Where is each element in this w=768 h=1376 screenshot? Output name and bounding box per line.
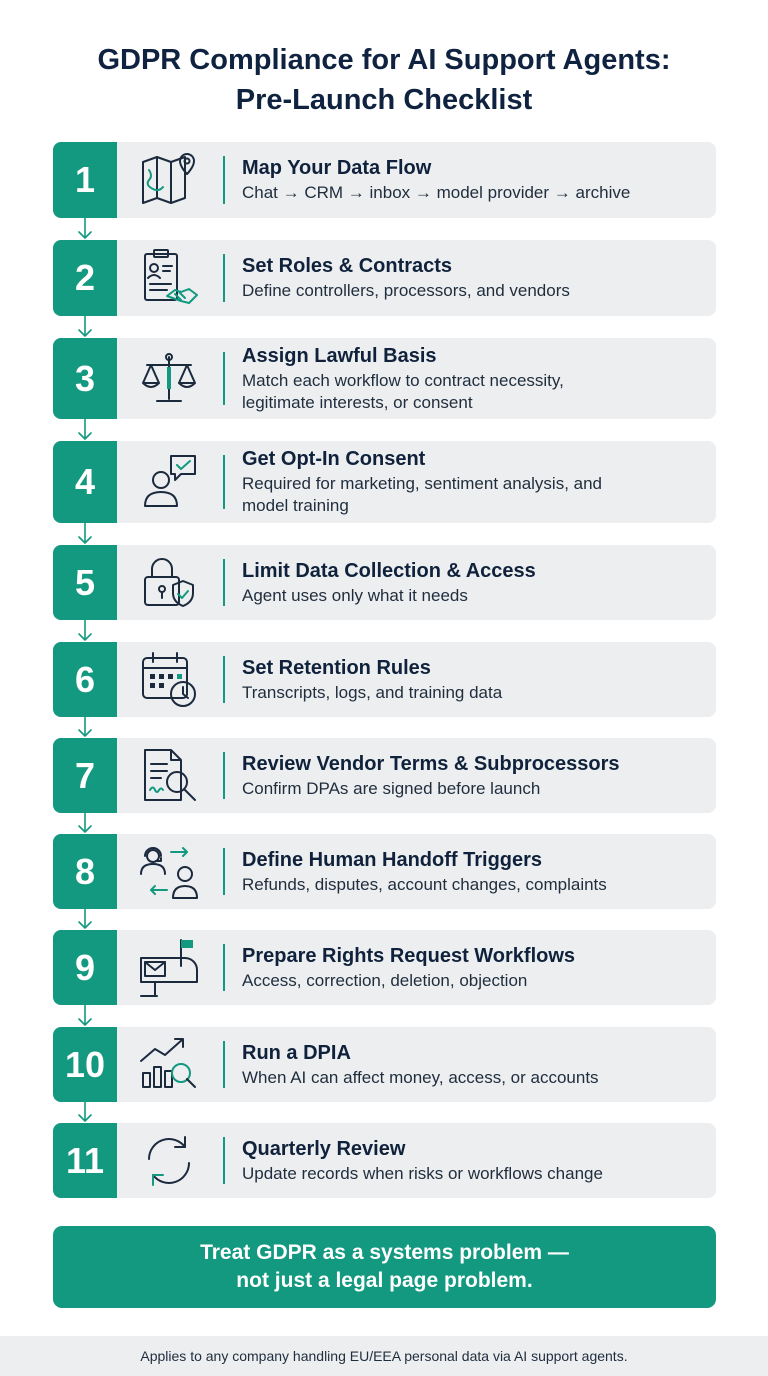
step-number: 8 [53,834,117,909]
refresh-arrows-icon [137,1129,201,1193]
step-connector-arrow-icon [75,523,95,545]
padlock-shield-icon [137,551,201,615]
step-description: Update records when risks or workflows change [242,1163,603,1183]
step-divider [223,1041,225,1088]
step-text [242,1137,704,1185]
step-connector-arrow-icon [75,1005,95,1027]
checklist-step-5 [53,545,716,620]
step-text [242,156,704,204]
step-description: When AI can affect money, access, or accounts [242,1067,599,1087]
step-text [242,254,704,302]
step-text [242,944,704,992]
step-title: Define Human Handoff Triggers [242,848,543,871]
scales-icon [137,347,201,411]
step-connector-arrow-icon [75,419,95,441]
step-divider [223,559,225,606]
agent-handoff-icon [137,840,201,904]
checklist-step-10 [53,1027,716,1102]
checklist-step-9 [53,930,716,1005]
step-number: 4 [53,441,117,523]
step-number: 1 [53,142,117,218]
step-description: model training [242,496,349,515]
step-title: Get Opt-In Consent [242,448,426,470]
step-description: Refunds, disputes, account changes, complaints [242,874,607,894]
step-title: Map Your Data Flow [242,157,432,179]
step-connector-arrow-icon [75,813,95,834]
step-connector-arrow-icon [75,1102,95,1123]
step-text [242,447,704,517]
checklist-step-11 [53,1123,716,1198]
step-description: Match each workflow to contract necessity, [242,370,564,390]
step-number: 6 [53,642,117,717]
step-description: Define controllers, processors, and vendors [242,281,570,300]
step-divider [223,944,225,991]
page-title-line-2: Pre-Launch Checklist [235,84,533,116]
step-description: legitimate interests, or consent [242,392,473,412]
step-title: Assign Lawful Basis [242,344,437,367]
step-connector-arrow-icon [75,218,95,240]
step-text [242,344,704,414]
calendar-clock-icon [137,648,201,712]
step-divider [223,156,225,204]
page-title [0,40,768,120]
step-title: Prepare Rights Request Workflows [242,944,576,967]
checklist-step-4 [53,441,716,523]
user-checkmark-bubble-icon [137,450,201,514]
banner-line-2: not just a legal page problem. [236,1269,533,1292]
step-title: Review Vendor Terms & Subprocessors [242,752,620,775]
map-pin-icon [137,148,201,212]
step-description: Required for marketing, sentiment analysis, and [242,474,603,493]
step-title: Run a DPIA [242,1041,351,1064]
step-divider [223,752,225,799]
page-title-line-1: GDPR Compliance for AI Support Agents: [97,44,671,76]
step-text [242,656,704,704]
step-number: 10 [53,1027,117,1102]
document-magnifier-icon [137,744,201,808]
step-divider [223,656,225,703]
step-number: 3 [53,338,117,419]
step-divider [223,352,225,405]
step-text [242,559,704,607]
step-text [242,752,704,800]
footer-note: Applies to any company handling EU/EEA personal data via AI support agents. [0,1336,768,1376]
checklist-step-2 [53,240,716,316]
step-connector-arrow-icon [75,909,95,930]
step-description: Agent uses only what it needs [242,585,468,605]
step-divider [223,455,225,509]
step-text [242,1041,704,1089]
step-connector-arrow-icon [75,620,95,642]
checklist-step-3 [53,338,716,419]
step-divider [223,254,225,302]
step-title: Limit Data Collection & Access [242,559,536,582]
step-title: Set Retention Rules [242,656,431,679]
step-description: Transcripts, logs, and training data [242,682,503,702]
contract-handshake-icon [137,246,201,310]
step-number: 2 [53,240,117,316]
step-divider [223,848,225,895]
step-text [242,848,704,896]
checklist-step-8 [53,834,716,909]
banner-line-1: Treat GDPR as a systems problem — [200,1241,569,1264]
step-title: Set Roles & Contracts [242,255,453,277]
checklist-step-6 [53,642,716,717]
step-description: Confirm DPAs are signed before launch [242,778,541,798]
checklist-step-1 [53,142,716,218]
step-number: 7 [53,738,117,813]
step-description: Chat → CRM → inbox → model provider → archive [242,183,631,202]
step-divider [223,1137,225,1184]
summary-banner [53,1226,716,1308]
step-number: 5 [53,545,117,620]
chart-magnifier-icon [137,1033,201,1097]
step-number: 11 [53,1123,117,1198]
step-title: Quarterly Review [242,1137,406,1160]
step-connector-arrow-icon [75,316,95,338]
mailbox-icon [137,936,201,1000]
step-description: Access, correction, deletion, objection [242,970,528,990]
step-number: 9 [53,930,117,1005]
step-connector-arrow-icon [75,717,95,738]
checklist-step-7 [53,738,716,813]
